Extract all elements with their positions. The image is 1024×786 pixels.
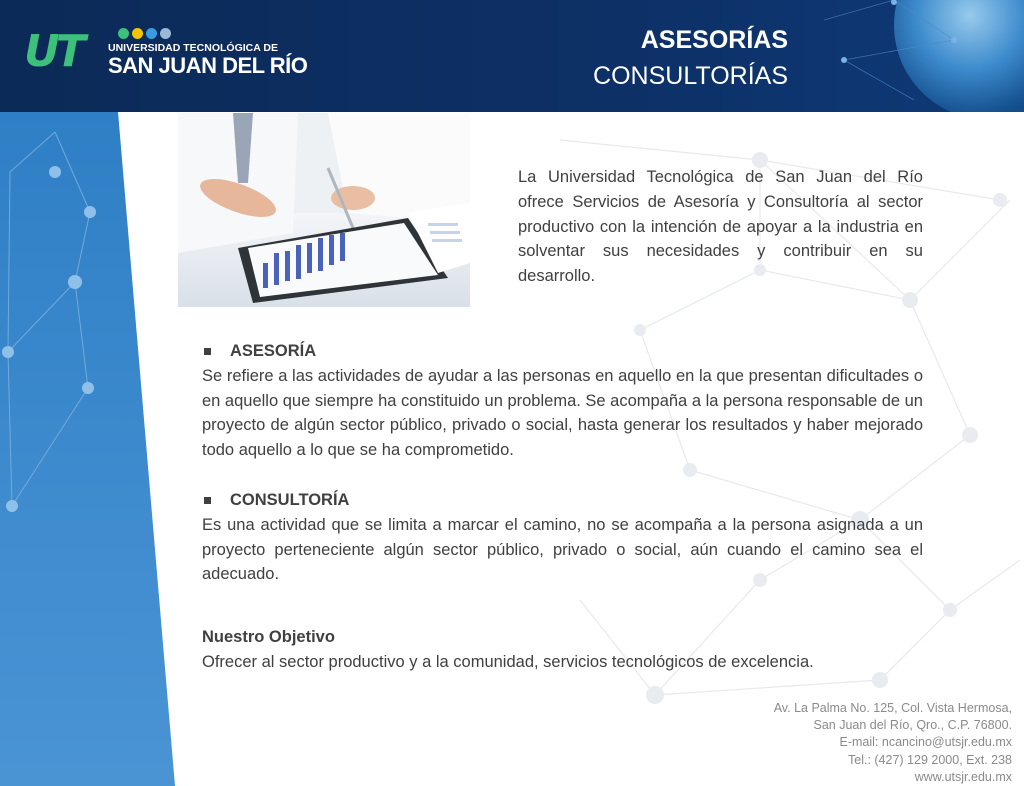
square-bullet-icon (204, 497, 211, 504)
section-heading (202, 488, 923, 513)
square-bullet-icon (204, 348, 211, 355)
logo-dot-lightblue (160, 28, 171, 39)
consultoria-section (202, 488, 923, 587)
asesoria-section (202, 339, 923, 463)
logo-text-line1: UNIVERSIDAD TECNOLÓGICA DE (108, 42, 278, 54)
section-heading-text: ASESORÍA (230, 342, 317, 360)
contact-email: E-mail: ncancino@utsjr.edu.mx (839, 735, 1012, 750)
contact-address-line2: San Juan del Río, Qro., C.P. 76800. (813, 718, 1012, 733)
business-meeting-photo (178, 113, 470, 307)
section-heading-text: CONSULTORÍA (230, 491, 350, 509)
objective-title: Nuestro Objetivo (202, 628, 335, 646)
page-subtitle: CONSULTORÍAS (593, 62, 788, 90)
objective-text: Ofrecer al sector productivo y a la comunidad, servicios tecnológicos de excelencia. (202, 652, 814, 671)
contact-website: www.utsjr.edu.mx (914, 769, 1012, 784)
section-body: Es una actividad que se limita a marcar el camino, no se acompaña a la persona asignada a un proyecto perteneciente algún sector público, privado o social, aún cuando el camino sea el adecuado. (202, 515, 923, 584)
logo-dot-green (118, 28, 129, 39)
logo-mark: UT (24, 26, 82, 77)
objective-section (202, 625, 923, 675)
header-banner (0, 0, 1024, 112)
logo-dot-blue (146, 28, 157, 39)
intro-paragraph: La Universidad Tecnológica de San Juan del Río ofrece Servicios de Asesoría y Consultoría al sector productivo con la intención de apoyar a la industria en solventar sus necesidades y contribuir en su desarrollo. (518, 168, 923, 286)
network-lines-header (824, 0, 1024, 112)
section-heading (202, 339, 923, 364)
section-body: Se refiere a las actividades de ayudar a las personas en aquello en la que presentan dificultades o en aquello que siempre ha constituido un problema. Se acompaña a la persona responsable de un proyecto de algún sector público, privado o social, hasta generar los resultados y haber mejorado todo aquello a lo que se ha comprometido. (202, 366, 923, 460)
logo-text-line2: SAN JUAN DEL RÍO (108, 53, 308, 78)
logo-dot-yellow (132, 28, 143, 39)
contact-address-line1: Av. La Palma No. 125, Col. Vista Hermosa, (773, 701, 1012, 715)
university-logo (24, 26, 308, 82)
page-title: ASESORÍAS (640, 26, 788, 54)
side-band (0, 112, 175, 786)
contact-phone: Tel.: (427) 129 2000, Ext. 238 (848, 752, 1012, 767)
contact-info (774, 700, 1012, 786)
